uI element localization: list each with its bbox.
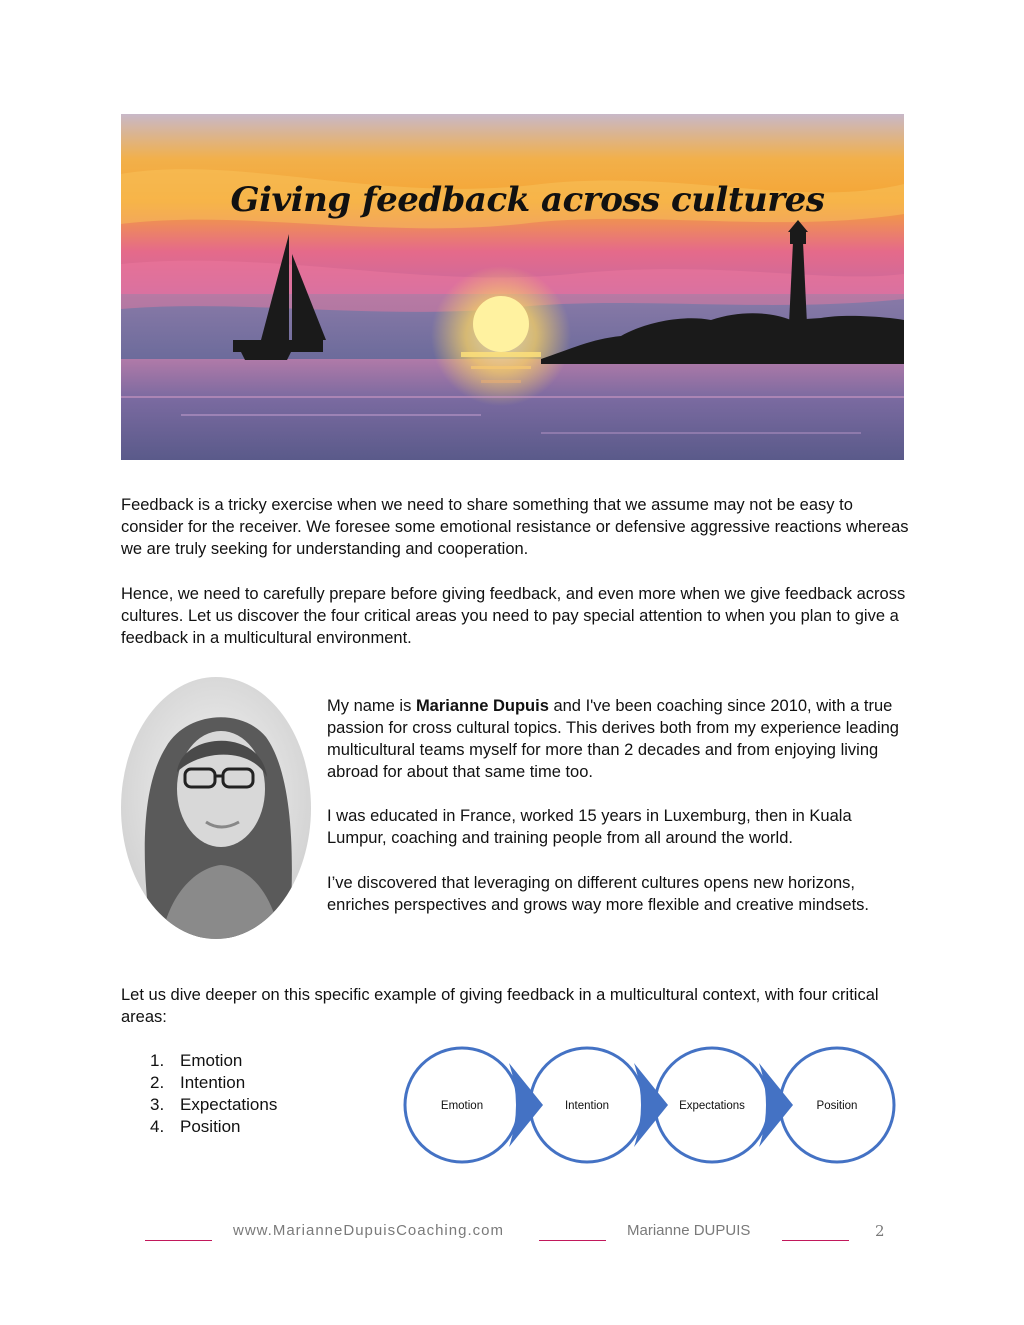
banner-title: Giving feedback across cultures	[230, 180, 825, 220]
page-footer	[0, 1222, 1024, 1246]
bio-intro-suffix: and I've been coaching since 2010, with a true passion for cross cultural topics. This derives both from my experience leading multicultural teams myself for more than 2 decades and from enjoying living abroad for about that same time too.	[327, 697, 899, 781]
bio-paragraph-2: I was educated in France, worked 15 years in Luxemburg, then in Kuala Lumpur, coaching and training people from all around the world.	[327, 807, 852, 847]
author-portrait	[121, 677, 311, 939]
footer-divider	[145, 1240, 212, 1241]
page-number: 2	[875, 1222, 885, 1240]
footer-divider	[539, 1240, 606, 1241]
list-label: Intention	[180, 1073, 246, 1092]
list-item	[150, 1072, 277, 1094]
flow-label: Emotion	[440, 1100, 484, 1112]
list-number: 3.	[150, 1095, 165, 1114]
footer-website-link[interactable]: www.MarianneDupuisCoaching.com	[233, 1222, 504, 1239]
footer-author: Marianne DUPUIS	[627, 1222, 751, 1239]
sunset-seascape-image	[121, 114, 904, 460]
list-item	[150, 1094, 277, 1116]
list-label: Expectations	[180, 1095, 278, 1114]
bio-paragraph-1	[327, 695, 907, 783]
list-label: Position	[180, 1117, 241, 1136]
bio-intro-prefix: My name is	[327, 697, 416, 715]
list-number: 1.	[150, 1051, 165, 1070]
header-banner	[121, 114, 904, 460]
intro-paragraph-2: Hence, we need to carefully prepare before giving feedback, and even more when we give feedback across cultures. Let us discover the four critical areas you need to pay special attention to when you plan to give a feedback in a multicultural environment.	[121, 585, 906, 647]
list-number: 4.	[150, 1117, 165, 1136]
footer-divider	[782, 1240, 849, 1241]
flow-label: Position	[816, 1100, 858, 1112]
flow-label: Expectations	[679, 1100, 745, 1112]
list-number: 2.	[150, 1073, 165, 1092]
intro-paragraph-1: Feedback is a tricky exercise when we need to share something that we assume may not be easy to consider for the receiver. We foresee some emotional resistance or defensive aggressive reactions whereas we are truly seeking for understanding and cooperation.	[121, 496, 909, 558]
list-item	[150, 1116, 277, 1138]
author-name: Marianne Dupuis	[415, 697, 549, 715]
critical-areas-list	[150, 1050, 277, 1138]
list-label: Emotion	[180, 1051, 243, 1070]
areas-lead-paragraph: Let us dive deeper on this specific example of giving feedback in a multicultural context, with four critical areas:	[121, 986, 879, 1026]
bio-paragraph-3: I’ve discovered that leveraging on different cultures opens new horizons, enriches perspectives and grows way more flexible and creative mindsets.	[327, 874, 870, 914]
flow-label: Intention	[564, 1100, 610, 1112]
critical-areas-flow-diagram	[400, 1040, 900, 1170]
list-item	[150, 1050, 277, 1072]
